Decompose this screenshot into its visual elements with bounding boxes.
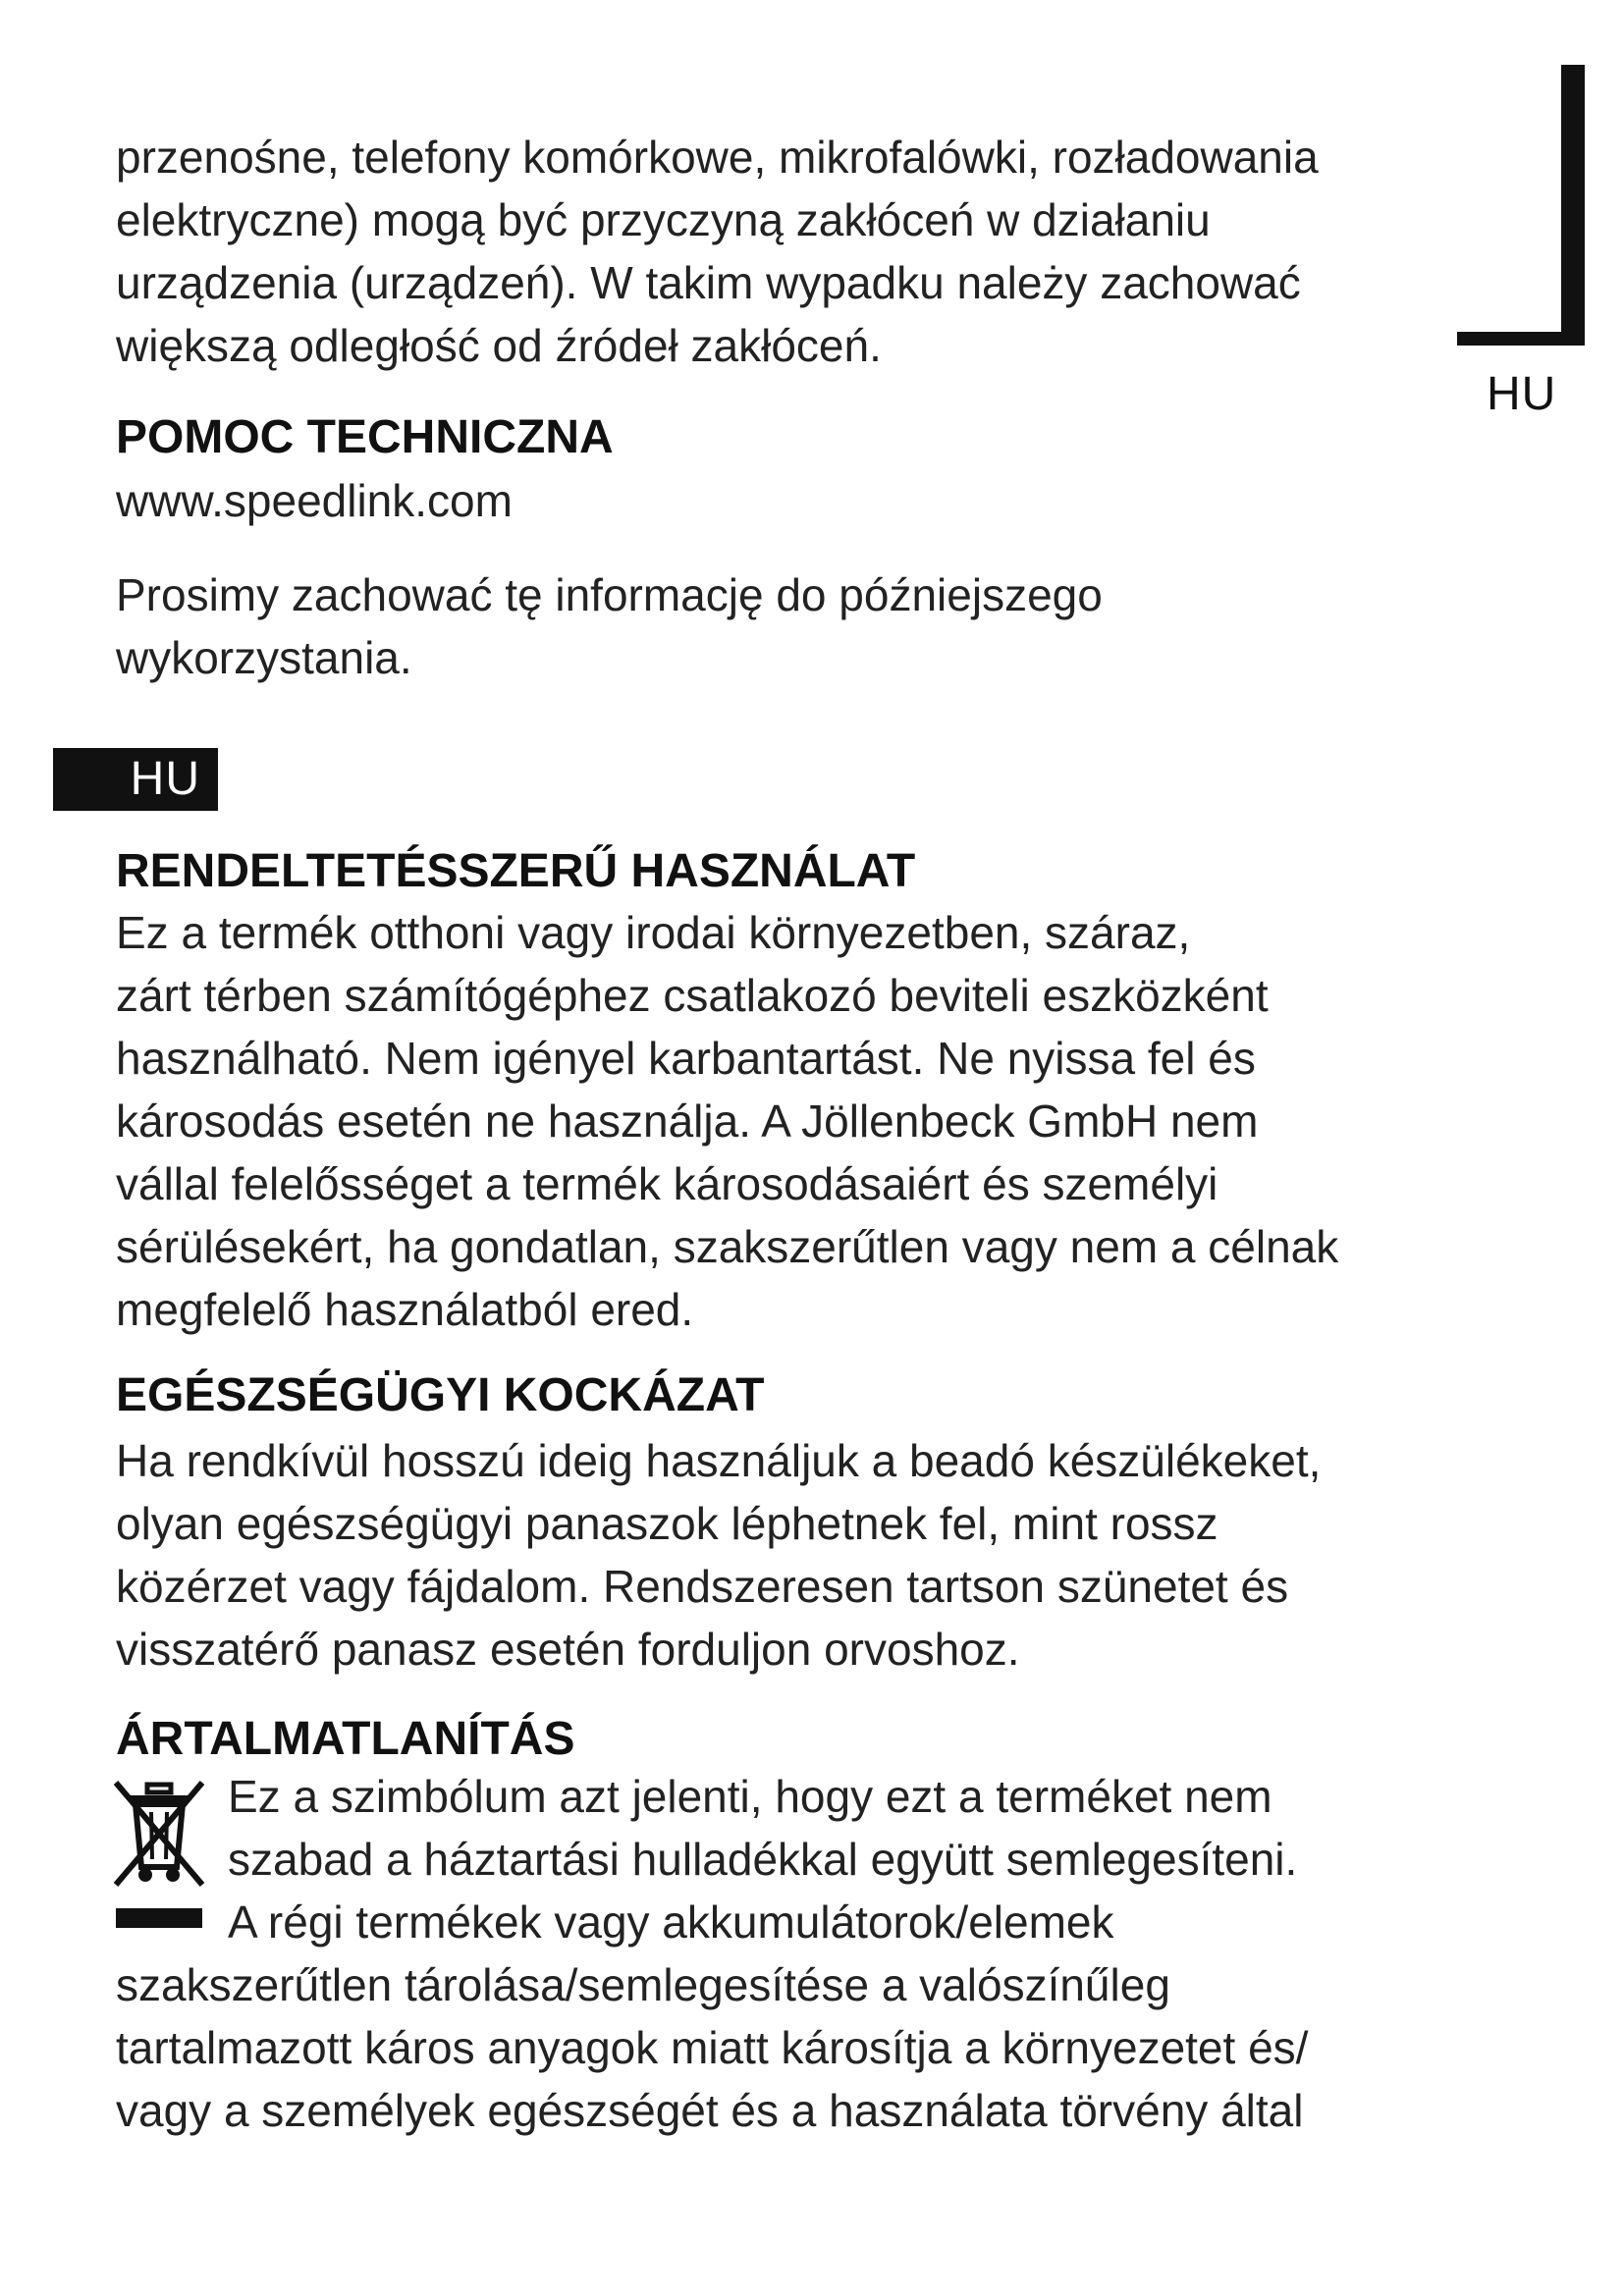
disposal-line: tartalmazott káros anyagok miatt károsítja a környezetet és/ — [116, 2022, 1309, 2073]
bracket-horizontal-bar — [1457, 332, 1585, 346]
disposal-icon-text — [228, 1765, 1426, 1953]
language-badge: HU — [53, 748, 218, 811]
disposal-line: A régi termékek vagy akkumulátorok/elemek — [228, 1896, 1114, 1948]
disposal-line: szakszerűtlen tárolása/semlegesítése a valószínűleg — [116, 1959, 1170, 2010]
intro-line: urządzenia (urządzeń). W takim wypadku należy zachować — [116, 257, 1301, 308]
support-note — [116, 563, 1432, 689]
disposal-paragraph — [116, 1953, 1432, 2142]
disposal-line: szabad a háztartási hulladékkal együtt semlegesíteni. — [228, 1834, 1298, 1885]
support-note-line: wykorzystania. — [116, 632, 412, 683]
intended-use-paragraph — [116, 901, 1432, 1341]
health-risk-line: Ha rendkívül hosszú ideig használjuk a beadó készülékeket, — [116, 1435, 1322, 1486]
side-language-label: HU — [1487, 368, 1557, 420]
health-risk-line: olyan egészségügyi panaszok léphetnek fel, mint rossz — [116, 1498, 1218, 1549]
support-url: www.speedlink.com — [116, 475, 513, 526]
intended-use-line: megfelelő használatból ered. — [116, 1284, 694, 1335]
intended-use-line: vállal felelősséget a termék károsodásaiért és személyi — [116, 1158, 1218, 1209]
health-risk-line: visszatérő panasz esetén forduljon orvoshoz. — [116, 1624, 1020, 1675]
intended-use-line: sérülésekért, ha gondatlan, szakszerűtlen vagy nem a célnak — [116, 1221, 1339, 1272]
disposal-line: Ez a szimbólum azt jelenti, hogy ezt a terméket nem — [228, 1771, 1272, 1822]
health-risk-line: közérzet vagy fájdalom. Rendszeresen tartson szünetet és — [116, 1561, 1289, 1612]
intended-use-line: használható. Nem igényel karbantartást. Ne nyissa fel és — [116, 1033, 1256, 1084]
bracket-vertical-bar — [1561, 65, 1585, 346]
intro-line: większą odległość od źródeł zakłóceń. — [116, 320, 882, 371]
health-risk-heading: EGÉSZSÉGÜGYI KOCKÁZAT — [116, 1369, 765, 1421]
corner-bracket-mark — [1457, 65, 1585, 346]
intro-line: przenośne, telefony komórkowe, mikrofalówki, rozładowania — [116, 132, 1319, 183]
intended-use-line: károsodás esetén ne használja. A Jöllenbeck GmbH nem — [116, 1095, 1259, 1147]
disposal-heading: ÁRTALMATLANÍTÁS — [116, 1713, 575, 1765]
intended-use-line: zárt térben számítógéphez csatlakozó beviteli eszközként — [116, 970, 1269, 1021]
intro-line: elektryczne) mogą być przyczyną zakłóceń w działaniu — [116, 194, 1211, 245]
intended-use-heading: RENDELTETÉSSZERŰ HASZNÁLAT — [116, 845, 916, 897]
intended-use-line: Ez a termék otthoni vagy irodai környezetben, száraz, — [116, 907, 1191, 958]
health-risk-paragraph — [116, 1429, 1432, 1681]
crossed-out-wheelie-bin-icon — [110, 1779, 208, 1955]
support-heading: POMOC TECHNICZNA — [116, 411, 614, 463]
disposal-line: vagy a személyek egészségét és a használata törvény által — [116, 2085, 1304, 2136]
support-note-line: Prosimy zachować tę informację do późniejszego — [116, 569, 1103, 620]
support-url-block — [116, 469, 1432, 532]
intro-paragraph — [116, 126, 1432, 377]
